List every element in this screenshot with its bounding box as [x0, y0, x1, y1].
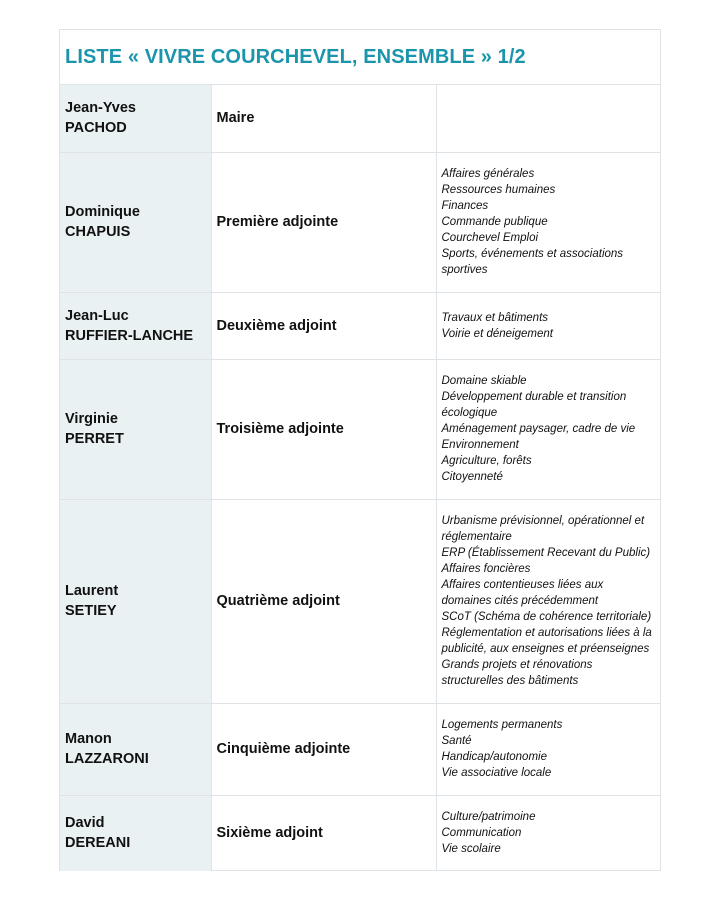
duty-item: Affaires foncières — [441, 563, 531, 575]
table-row — [60, 152, 660, 292]
duty-item: publicité, aux enseignes et préenseignes — [441, 643, 650, 655]
duty-item: Travaux et bâtiments — [441, 311, 549, 324]
council-table-body — [60, 85, 660, 871]
member-last-name: CHAPUIS — [65, 224, 131, 240]
member-role: Cinquième adjointe — [211, 703, 436, 795]
member-last-name: SETIEY — [65, 603, 117, 619]
member-last-name: LAZZARONI — [65, 751, 149, 767]
duty-item: Affaires contentieuses liées aux — [441, 579, 604, 591]
member-first-name: Manon — [65, 731, 112, 747]
member-role: Quatrième adjoint — [211, 499, 436, 703]
duty-item: Communication — [441, 827, 522, 840]
duty-item: Réglementation et autorisations liées à la — [441, 627, 652, 639]
member-last-name: PERRET — [65, 431, 124, 447]
member-duties — [436, 152, 660, 292]
member-name-cell — [60, 85, 211, 152]
member-first-name: Laurent — [65, 583, 119, 599]
member-first-name: Dominique — [65, 204, 140, 220]
duty-item: Handicap/autonomie — [441, 751, 547, 763]
duty-item: Développement durable et transition — [441, 391, 627, 403]
member-duties — [436, 292, 660, 359]
member-duties — [436, 795, 660, 871]
duty-item: Courchevel Emploi — [441, 232, 539, 244]
member-name-cell — [60, 499, 211, 703]
page-title: LISTE « VIVRE COURCHEVEL, ENSEMBLE » 1/2 — [65, 45, 526, 68]
council-table — [60, 85, 660, 871]
duty-item: Vie associative locale — [441, 767, 552, 779]
duty-item: sportives — [441, 264, 488, 276]
member-role: Maire — [211, 85, 436, 152]
duty-item: réglementaire — [441, 531, 512, 543]
duty-item: Grands projets et rénovations — [441, 659, 593, 671]
duty-item: Environnement — [441, 439, 519, 451]
duty-item: SCoT (Schéma de cohérence territoriale) — [441, 611, 652, 623]
member-duties — [436, 703, 660, 795]
member-name-cell — [60, 359, 211, 499]
duty-item: Ressources humaines — [441, 184, 556, 196]
duty-item: Citoyenneté — [441, 471, 503, 483]
member-role: Sixième adjoint — [211, 795, 436, 871]
member-last-name: PACHOD — [65, 120, 127, 137]
member-last-name: RUFFIER-LANCHE — [65, 327, 194, 344]
member-name-cell — [60, 795, 211, 871]
duty-item: Domaine skiable — [441, 375, 527, 387]
table-row — [60, 85, 660, 152]
table-row — [60, 795, 660, 871]
member-first-name: Virginie — [65, 411, 118, 427]
member-name-cell — [60, 703, 211, 795]
duty-item: Agriculture, forêts — [441, 455, 532, 467]
duty-item: Commande publique — [441, 216, 548, 228]
member-name-cell — [60, 152, 211, 292]
member-first-name: Jean-Yves — [65, 100, 136, 117]
duty-item: Voirie et déneigement — [441, 327, 553, 340]
duty-item: ERP (Établissement Recevant du Public) — [441, 547, 651, 559]
table-row — [60, 703, 660, 795]
duty-item: domaines cités précédemment — [441, 595, 599, 607]
table-row — [60, 292, 660, 359]
member-duties — [436, 359, 660, 499]
member-first-name: Jean-Luc — [65, 307, 129, 324]
duty-item: écologique — [441, 407, 498, 419]
duty-item: Urbanisme prévisionnel, opérationnel et — [441, 515, 645, 527]
duty-item: Santé — [441, 735, 472, 747]
duty-item: Aménagement paysager, cadre de vie — [441, 423, 636, 435]
member-role: Troisième adjointe — [211, 359, 436, 499]
title-row — [60, 30, 660, 85]
duty-item: Finances — [441, 200, 489, 212]
member-first-name: David — [65, 815, 105, 832]
member-role: Deuxième adjoint — [211, 292, 436, 359]
duty-item: Culture/patrimoine — [441, 811, 536, 824]
council-list-document — [59, 29, 661, 871]
duty-item: Affaires générales — [441, 168, 535, 180]
member-name-cell — [60, 292, 211, 359]
duty-item: Vie scolaire — [441, 843, 501, 856]
duty-item: Sports, événements et associations — [441, 248, 624, 260]
duty-item: structurelles des bâtiments — [441, 675, 579, 687]
member-last-name: DEREANI — [65, 835, 131, 852]
member-duties — [436, 85, 660, 152]
duty-item: Logements permanents — [441, 719, 563, 731]
table-row — [60, 499, 660, 703]
member-duties — [436, 499, 660, 703]
table-row — [60, 359, 660, 499]
member-role: Première adjointe — [211, 152, 436, 292]
